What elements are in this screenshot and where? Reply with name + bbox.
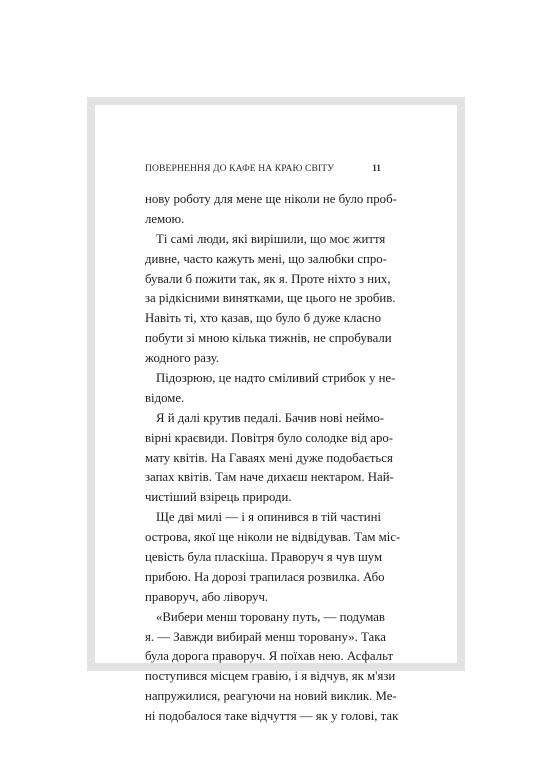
text-line: прибою. На дорозі трапилася розвилка. Або [145, 569, 385, 584]
paragraph [145, 608, 399, 727]
text-line: нову роботу для мене ще ніколи не було проб- [145, 192, 397, 206]
text-line: ні подобалося таке відчуття — як у голові, так [145, 709, 399, 724]
body-text [145, 190, 401, 727]
text-line: жодного разу. [145, 351, 220, 366]
text-line: Ще дві милі — і я опинився в тій частині [156, 510, 381, 525]
running-head [145, 163, 381, 177]
text-line: праворуч, або ліворуч. [145, 589, 269, 604]
text-line: цевість була пласкіша. Праворуч я чув шум [145, 550, 383, 565]
text-line: мату квітів. На Гаваях мені дуже подобається [145, 450, 393, 465]
text-line: Навіть ті, хто казав, що було б дуже класно [145, 311, 381, 326]
paragraph [145, 508, 401, 607]
text-line: лемою. [145, 211, 185, 226]
text-line: Ті самі люди, які вирішили, що моє життя [156, 231, 386, 246]
text-line: «Вибери менш торовану путь, — подумав [156, 609, 385, 624]
text-line: поступився місцем гравію, і я відчув, як м'язи [145, 669, 396, 684]
text-line: Підозрюю, це надто сміливий стрибок у не- [156, 371, 396, 386]
text-line: дивне, часто кажуть мені, що залюбки спро- [145, 251, 387, 266]
paragraph [145, 409, 394, 508]
page-number: 11 [372, 163, 381, 173]
paragraph [145, 230, 396, 369]
running-head-title: ПОВЕРНЕННЯ ДО КАФЕ НА КРАЮ СВІТУ [145, 163, 335, 174]
text-line: я. — Завжди вибирай менш торовану». Така [145, 629, 386, 644]
text-line: острова, якої ще ніколи не відвідував. Там міс- [145, 530, 401, 545]
text-line: чистіший взірець природи. [145, 490, 292, 505]
text-line: побути зі мною кілька тижнів, не спробували [145, 331, 392, 346]
text-line: вірні краєвиди. Повітря було солодке від аро- [145, 430, 394, 445]
text-line: була дорога праворуч. Я поїхав нею. Асфальт [145, 649, 394, 664]
text-line: відоме. [145, 390, 185, 405]
text-line: за рідкісними винятками, ще цього не зробив. [145, 291, 396, 306]
text-line: бували б пожити так, як я. Проте ніхто з них, [145, 271, 391, 286]
paragraph [145, 369, 396, 409]
text-line: запах квітів. Там наче дихаєш нектаром. Най- [145, 470, 394, 485]
text-line: напружилися, реагуючи на новий виклик. Ме- [145, 689, 397, 704]
text-line: Я й далі крутив педалі. Бачив нові неймо- [156, 410, 384, 425]
paragraph [145, 190, 397, 230]
